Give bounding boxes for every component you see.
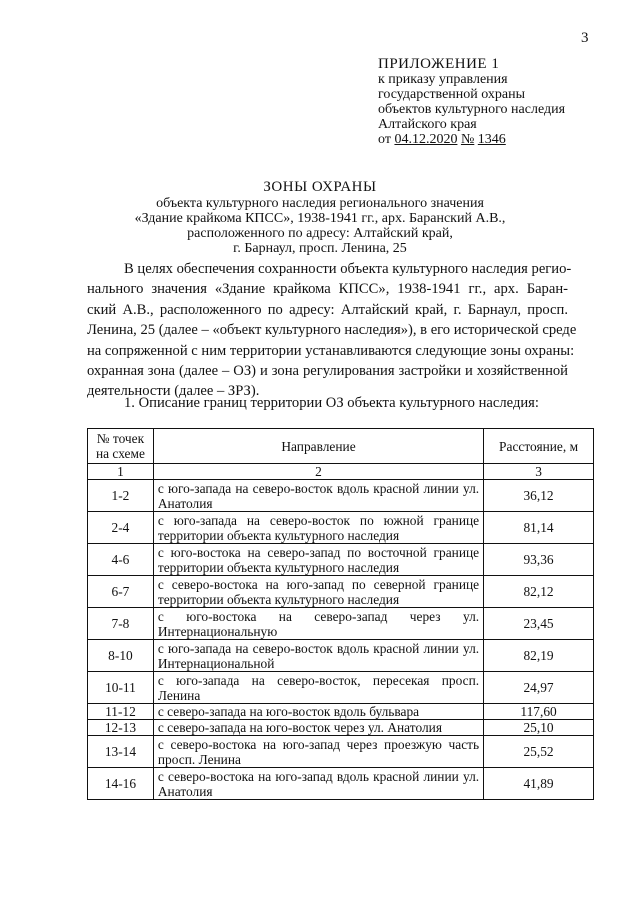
row-points: 14-16 [88,768,154,800]
row-points: 4-6 [88,544,154,576]
row-direction: с юго-запада на северо-восток вдоль красной линии ул. Интернациональной [153,640,483,672]
appendix-block [378,57,565,147]
intro-line-1: В целях обеспечения сохранности объекта культурного наследия регио- [124,261,572,277]
heading-line-1: объекта культурного наследия регионального значения [156,196,484,211]
row-direction: с юго-востока на северо-запад по восточной границе территории объекта культурного наследия [153,544,483,576]
appendix-date: 04.12.2020 [394,132,458,147]
table-row [88,480,594,512]
row-direction: с юго-востока на северо-запад через ул. Интернациональную [153,608,483,640]
row-direction: с северо-востока на юго-запад через проезжую часть просп. Ленина [153,736,483,768]
row-direction: с юго-запада на северо-восток вдоль красной линии ул. Анатолия [153,480,483,512]
row-direction: с юго-запада на северо-восток, пересекая просп. Ленина [153,672,483,704]
appendix-number: 1346 [477,132,506,147]
row-distance: 117,60 [484,704,594,720]
intro-line-6: охранная зона (далее – ОЗ) и зона регулирования застройки и хозяйственной [87,363,568,380]
appendix-line-3: объектов культурного наследия [378,102,566,117]
row-direction: с северо-востока на юго-запад по северной границе территории объекта культурного наследия [153,576,483,608]
table-row [88,672,594,704]
heading-title: ЗОНЫ ОХРАНЫ [263,179,377,195]
column-number-2: 2 [153,464,483,480]
table-row [88,576,594,608]
table-row [88,608,594,640]
table-row [88,512,594,544]
row-distance: 25,52 [484,736,594,768]
column-number-1: 1 [88,464,154,480]
row-distance: 36,12 [484,480,594,512]
table-row [88,640,594,672]
intro-line-5: на сопряженной с ним территории устанавливаются следующие зоны охраны: [87,342,575,359]
section-title: 1. Описание границ территории ОЗ объекта культурного наследия: [124,395,539,411]
appendix-line-1: к приказу управления [378,72,508,87]
row-distance: 82,12 [484,576,594,608]
table-row [88,720,594,736]
header-distance: Расстояние, м [484,429,594,464]
heading-line-2: «Здание крайкома КПСС», 1938-1941 гг., арх. Баранский А.В., [134,211,506,226]
intro-line-2: нального значения «Здание крайкома КПСС», 1938-1941 гг., арх. Баран- [87,281,568,298]
row-distance: 24,97 [484,672,594,704]
appendix-number-sign: № [460,132,475,147]
intro-line-7: деятельности (далее – ЗРЗ). [87,383,260,400]
row-points: 2-4 [88,512,154,544]
header-direction: Направление [153,429,483,464]
row-direction: с юго-запада на северо-восток по южной границе территории объекта культурного наследия [153,512,483,544]
row-direction: с северо-запада на юго-восток вдоль бульвара [153,704,483,720]
table-row [88,736,594,768]
row-points: 8-10 [88,640,154,672]
table-row [88,704,594,720]
row-points: 13-14 [88,736,154,768]
row-distance: 41,89 [484,768,594,800]
table-header-row [88,429,594,464]
header-points-line-2: на схеме [95,446,145,461]
appendix-date-line [378,132,565,147]
table-row [88,768,594,800]
row-distance: 82,19 [484,640,594,672]
header-points-line-1: № точек [96,431,145,446]
column-number-3: 3 [484,464,594,480]
row-distance: 93,36 [484,544,594,576]
page-number: 3 [581,30,589,46]
column-number-row [88,464,594,480]
appendix-title: ПРИЛОЖЕНИЕ 1 [378,56,500,72]
appendix-line-2: государственной охраны [378,87,526,102]
row-points: 10-11 [88,672,154,704]
row-distance: 25,10 [484,720,594,736]
heading-line-3: расположенного по адресу: Алтайский край, [187,226,453,241]
row-points: 12-13 [88,720,154,736]
row-distance: 81,14 [484,512,594,544]
row-points: 1-2 [88,480,154,512]
row-direction: с северо-запада на юго-восток через ул. Анатолия [153,720,483,736]
appendix-line-4: Алтайского края [378,117,477,132]
boundary-table [87,428,594,800]
row-points: 11-12 [88,704,154,720]
row-points: 6-7 [88,576,154,608]
appendix-date-prefix: от [378,132,391,147]
heading-line-4: г. Барнаул, просп. Ленина, 25 [233,241,407,256]
table-row [88,544,594,576]
document-heading [120,180,520,256]
intro-paragraph [87,259,577,402]
row-distance: 23,45 [484,608,594,640]
intro-line-3: ский А.В., расположенного по адресу: Алтайский край, г. Барнаул, просп. [87,301,568,318]
row-direction: с северо-востока на юго-запад вдоль красной линии ул. Анатолия [153,768,483,800]
row-points: 7-8 [88,608,154,640]
header-points [88,429,154,464]
intro-line-4: Ленина, 25 (далее – «объект культурного наследия»), в его исторической среде [87,322,577,339]
